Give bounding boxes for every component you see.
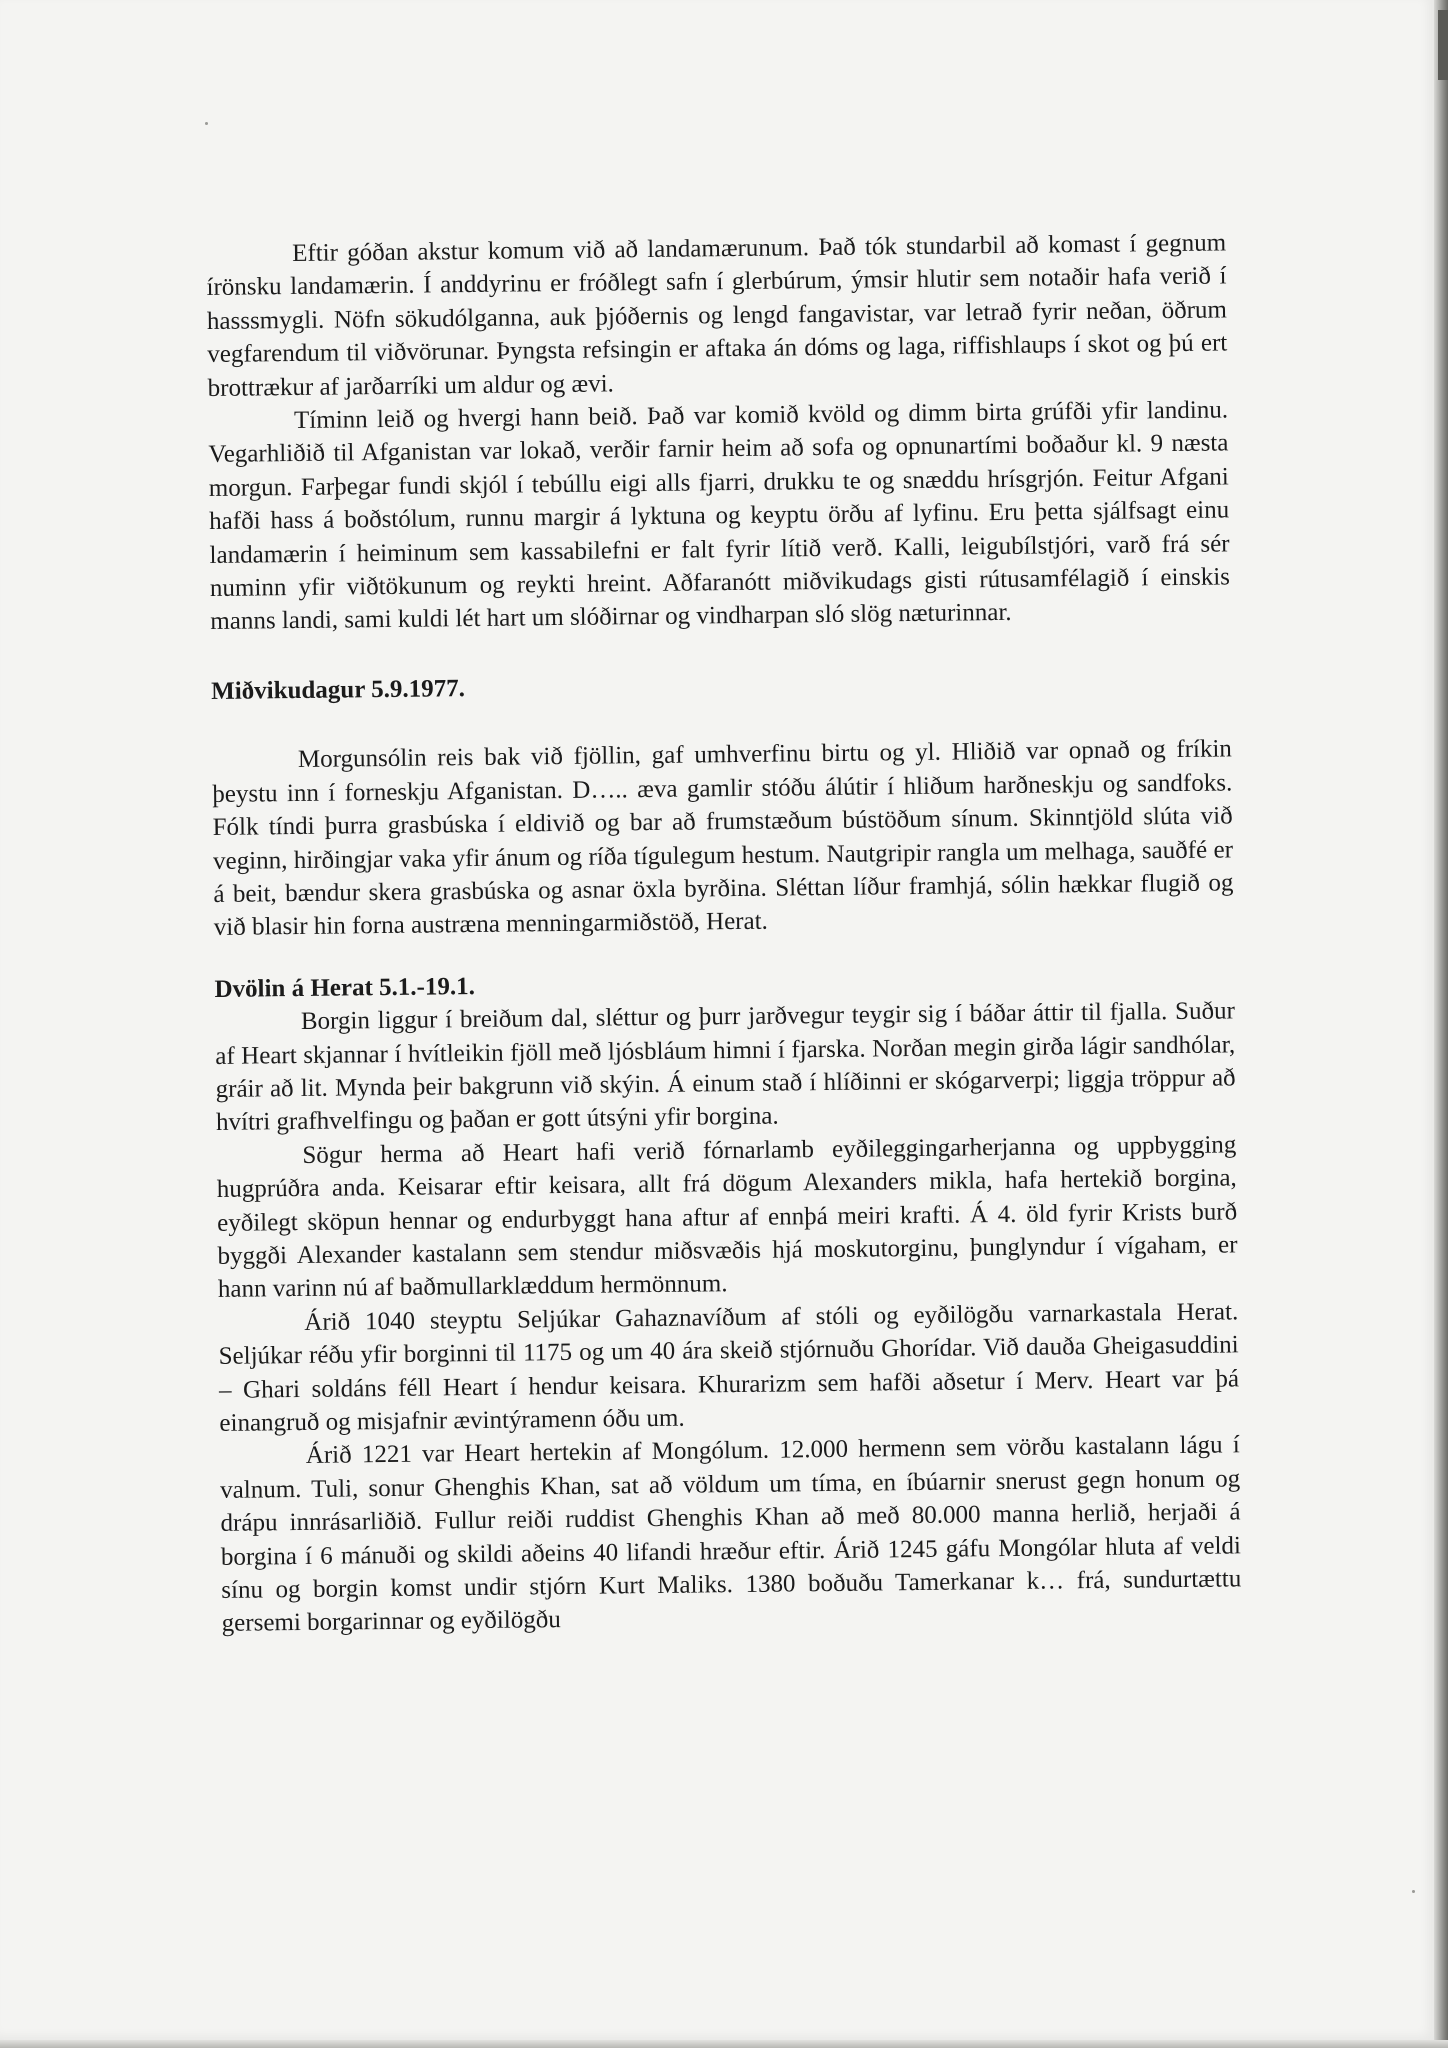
paragraph: Árið 1040 steyptu Seljúkar Gahaznavíðum af stóli og eyðilögðu varnarkastala Herat. Seljúkar réðu yfir borginni til 1175 og um 40 ára skeið stjórnuðu Ghorídar. Við dauða Gheigasuddini – Ghari soldáns féll Heart í hendur keisara. Khurarizm sem hafði aðsetur í Merv. Heart var þá einangruð og misjafnir ævintýramenn óðu um. [218,1298,1240,1437]
section-heading: Dvölin á Herat 5.1.-19.1. [214,972,476,1003]
scan-edge-mark [1438,10,1448,80]
scan-edge-right [1434,0,1448,2048]
paragraph: Tíminn leið og hvergi hann beið. Það var komið kvöld og dimm birta grúfði yfir landinu. Vegarhliðið til Afganistan var lokað, verðir farnir heim að sofa og opnunartími boðaður kl. 9 næsta morgun. Farþegar fundi skjól í tebúllu eigi alls fjarri, drukku te og snæddu hrísgrjón. Feitur Afgani hafði hass á boðstólum, runnu margir á lyktuna og keyptu örðu af lyfinu. Eru þetta sjálfsagt einu landamærin í heiminum sem kassabilefni er falt fyrir lítið verð. Kalli, leigubílstjóri, varð frá sér numinn yfir viðtökunum og reykti hreint. Aðfaranótt miðvikudags gisti rútusamfélagið í einskis manns landi, sami kuldi lét hart um slóðirnar og vindharpan sló slög næturinnar. [208,396,1231,636]
paragraph: Eftir góðan akstur komum við að landamærunum. Það tók stundarbil að komast í gegnum írönsku landamærin. Í anddyrinu er fróðlegt safn í glerbúrum, ýmsir hlutir sem notaðir hafa verið í hasssmygli. Nöfn sökudólganna, auk þjóðernis og lengd fangavistar, var letrað fyrir neðan, öðrum vegfarendum til viðvörunar. Þyngsta refsingin er aftaka án dóms og laga, riffishlaups í skot og þú ert brottrækur af jarðarríki um aldur og ævi. [206,229,1228,402]
document-body [206,226,1242,1640]
section-heading: Miðvikudagur 5.9.1977. [210,674,466,705]
paragraph: Árið 1221 var Heart hertekin af Mongólum. 12.000 hermenn sem vörðu kastalann lágu í valnum. Tuli, sonur Ghenghis Khan, sat að völdum um tíma, en íbúarnir snerust gegn honum og drápu innrásarliðið. Fullur reiði ruddist Ghenghis Khan að með 80.000 manna herlið, herjaði á borgina í 6 mánuði og skildi aðeins 40 lifandi hræður eftir. Árið 1245 gáfu Mongólar hluta af veldi sínu og borgin komst undir stjórn Kurt Maliks. 1380 boðuðu Tamerkanar k… frá, sundurtættu gersemi borgarinnar og eyðilögðu [220,1431,1242,1638]
paragraph: Borgin liggur í breiðum dal, sléttur og þurr jarðvegur teygir sig í báðar áttir til fjalla. Suður af Heart skjannar í hvítleikin fjöll með ljósbláum himni í fjarska. Norðan megin girða lágir sandhólar, gráir að lit. Mynda þeir bakgrunn við skýin. Á einum stað í hlíðinni er skógarverpi; liggja tröppur að hvítri grafhvelfingu og þaðan er gott útsýni yfir borgina. [215,997,1236,1137]
paragraph: Morgunsólin reis bak við fjöllin, gaf umhverfinu birtu og yl. Hliðið var opnað og fríkin þeystu inn í forneskju Afganistan. D….. æva gamlir stóðu álútir í hliðum harðneskju og sandfoks. Fólk tíndi þurra grasbúska í eldivið og bar að frumstæðum bústöðum sínum. Skinntjöld slúta við veginn, hirðingjar vaka yfir ánum og ríða tígulegum hestum. Nautgripir rangla um melhaga, sauðfé er á beit, bændur skera grasbúska og asnar öxla byrðina. Sléttan líður framhjá, sólin hækkar flugið og við blasir hin forna austræna menningarmiðstöð, Herat. [212,735,1234,942]
scan-speck [1412,1890,1415,1893]
scan-speck [205,122,208,125]
paragraph: Sögur herma að Heart hafi verið fórnarlamb eyðileggingarherjanna og uppbygging hugprúðra anda. Keisarar eftir keisara, allt frá dögum Alexanders mikla, hafa hertekið borgina, eyðilegt sköpun hennar og endurbyggt hana aftur af ennþá meiri krafti. Á 4. öld fyrir Krists burð byggði Alexander kastalann sem stendur miðsvæðis hjá moskutorginu, þunglyndur í vígaham, er hann varinn nú af baðmullarklæddum hermönnum. [216,1131,1238,1304]
scan-edge-bottom [0,2040,1448,2048]
